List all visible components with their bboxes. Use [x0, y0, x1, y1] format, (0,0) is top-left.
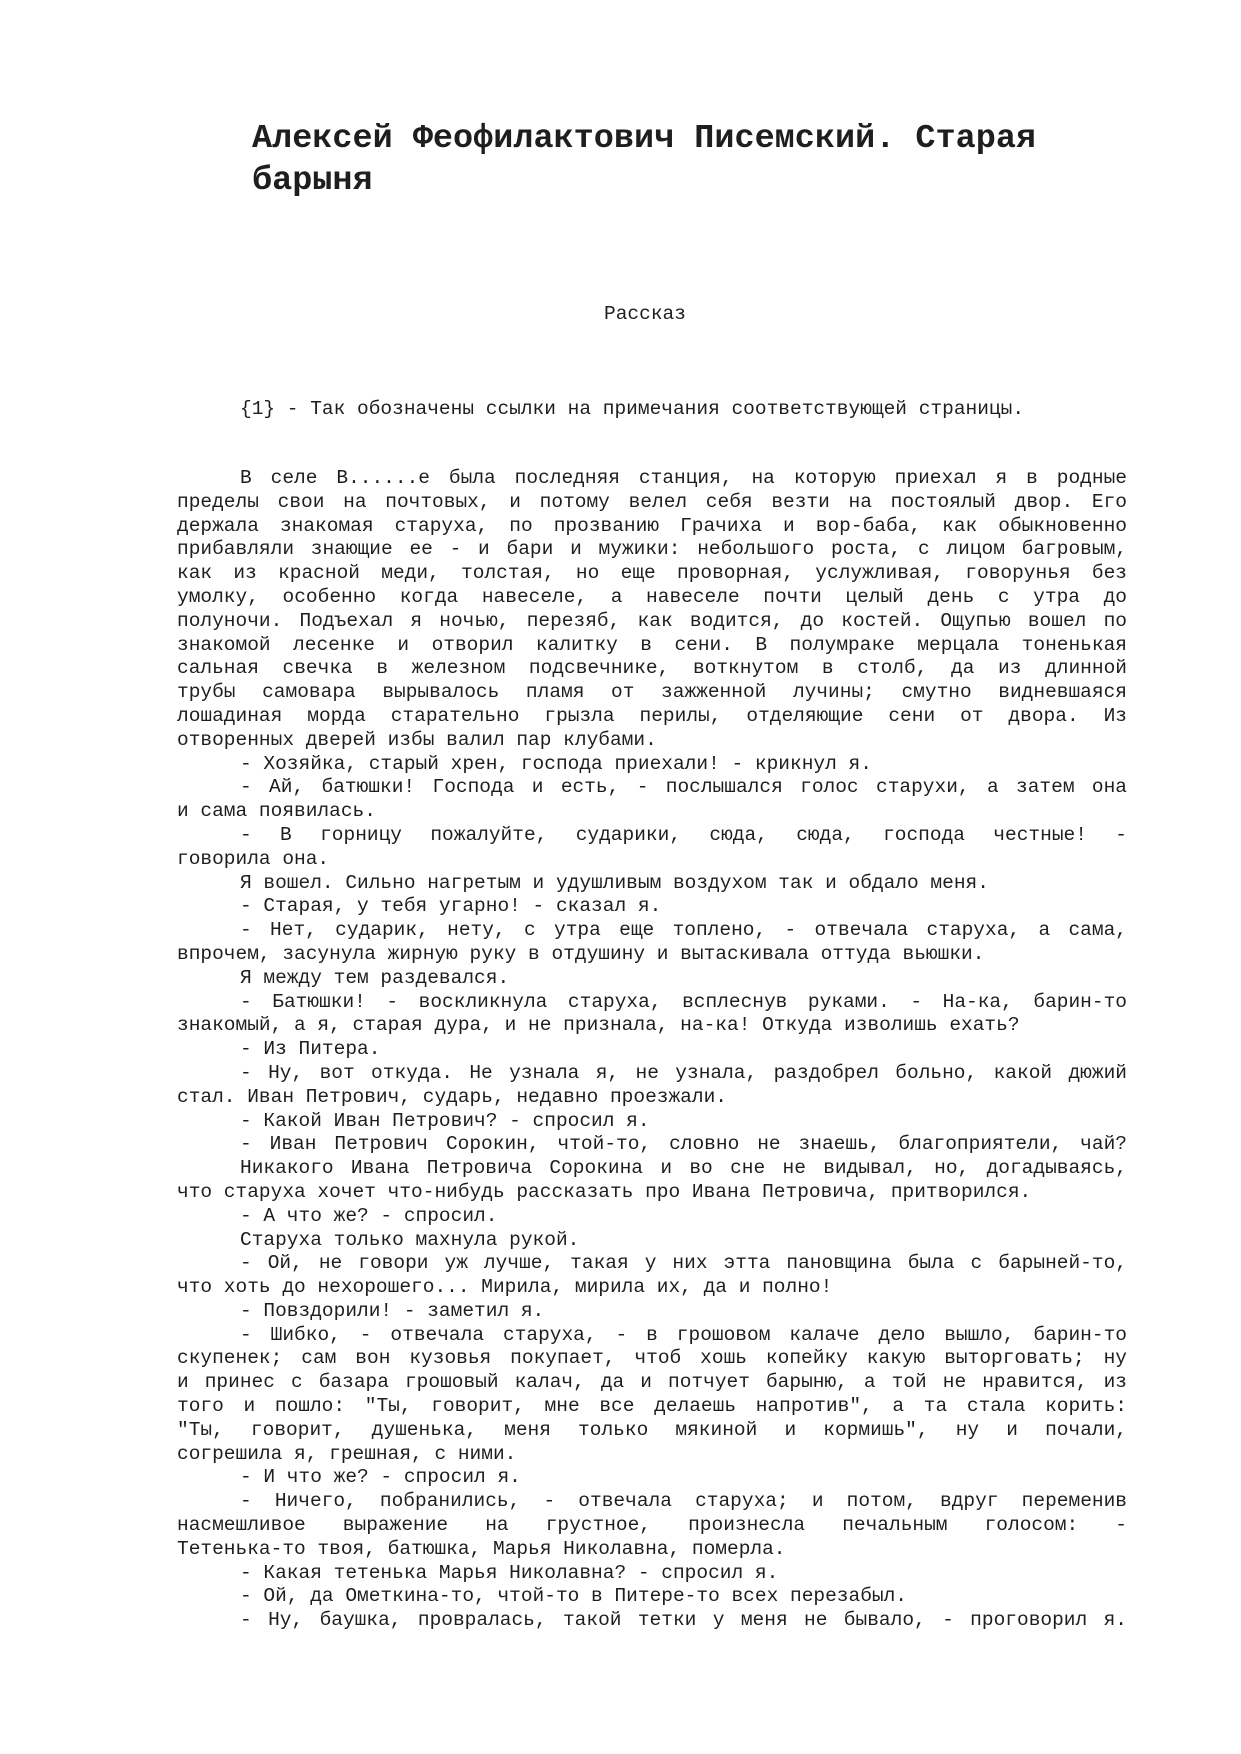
- text-line: согрешила я, грешная, с ними.: [177, 1442, 517, 1465]
- text-line: что старуха хочет что-нибудь рассказать про Ивана Петровича, притворился.: [177, 1180, 1032, 1203]
- text-line: - Ай, батюшки! Господа и есть, - послышался голос старухи, а затем она: [240, 776, 1127, 799]
- text-line: - Старая, у тебя угарно! - сказал я.: [240, 895, 662, 918]
- footnote-legend: {1} - Так обозначены ссылки на примечания соответствующей страницы.: [240, 398, 1025, 420]
- text-line: скупенек; сам вон кузовья покупает, чтоб хошь копейку какую выторговать; ну: [177, 1347, 1127, 1370]
- text-line: и сама появилась.: [177, 800, 376, 823]
- text-line: - Ой, да Ометкина-то, чтой-то в Питере-то всех перезабыл.: [240, 1585, 908, 1608]
- page-title: Алексей Феофилактович Писемский. Старая барыня: [252, 120, 1037, 200]
- text-line: - Ой, не говори уж лучше, такая у них этта пановщина была с барыней-то,: [240, 1252, 1127, 1275]
- text-line: держала знакомая старуха, по прозванию Грачиха и вор-баба, как обыкновенно: [177, 514, 1127, 537]
- text-line: полуночи. Подъехал я ночью, перезяб, как водится, до костей. Ощупью вошел по: [177, 609, 1127, 632]
- text-line: говорила она.: [177, 847, 330, 870]
- text-line: как из красной меди, толстая, но еще проворная, услужливая, говорунья без: [177, 562, 1127, 585]
- text-line: - Шибко, - отвечала старуха, - в грошовом калаче дело вышло, барин-то: [240, 1323, 1127, 1346]
- text-line: знакомый, а я, старая дура, и не признала, на-ка! Откуда изволишь ехать?: [177, 1014, 1020, 1037]
- text-line: стал. Иван Петрович, сударь, недавно проезжали.: [177, 1085, 727, 1108]
- text-line: Тетенька-то твоя, батюшка, Марья Николавна, померла.: [177, 1537, 786, 1560]
- text-line: того и пошло: "Ты, говорит, мне все делаешь напротив", а та стала корить:: [177, 1395, 1127, 1418]
- text-line: Никакого Ивана Петровича Сорокина и во сне не видывал, но, догадываясь,: [240, 1157, 1127, 1180]
- text-line: - Какой Иван Петрович? - спросил я.: [240, 1109, 650, 1132]
- text-line: - Батюшки! - воскликнула старуха, всплеснув руками. - На-ка, барин-то: [240, 990, 1127, 1013]
- text-line: - И что же? - спросил я.: [240, 1466, 521, 1489]
- text-line: Я между тем раздевался.: [240, 966, 510, 989]
- text-line: - Нет, сударик, нету, с утра еще топлено, - отвечала старуха, а сама,: [240, 919, 1127, 942]
- text-line: - Какая тетенька Марья Николавна? - спросил я.: [240, 1561, 779, 1584]
- text-line: В селе В......е была последняя станция, на которую приехал я в родные: [240, 467, 1127, 489]
- text-line: - Иван Петрович Сорокин, чтой-то, словно не знаешь, благоприятели, чай?: [240, 1133, 1127, 1156]
- text-line: пределы свои на почтовых, и потому велел себя везти на постоялый двор. Его: [177, 490, 1127, 513]
- text-line: насмешливое выражение на грустное, произнесла печальным голосом: -: [177, 1514, 1127, 1537]
- text-line: отворенных дверей избы валил пар клубами.: [177, 728, 657, 751]
- subtitle: Рассказ: [604, 303, 686, 325]
- text-line: Старуха только махнула рукой.: [240, 1228, 580, 1251]
- text-line: умолку, особенно когда навеселе, а навеселе почти целый день с утра до: [177, 585, 1127, 608]
- text-line: впрочем, засунула жирную руку в отдушину и вытаскивала оттуда вьюшки.: [177, 942, 985, 965]
- text-line: сальная свечка в железном подсвечнике, воткнутом в столб, да из длинной: [177, 657, 1127, 680]
- text-line: - Ничего, побранились, - отвечала старуха; и потом, вдруг переменив: [240, 1490, 1127, 1513]
- text-line: - Из Питера.: [240, 1038, 381, 1061]
- text-line: трубы самовара вырывалось пламя от зажженной лучины; смутно видневшаяся: [177, 681, 1127, 704]
- text-line: знакомой лесенке и отворил калитку в сени. В полумраке мерцала тоненькая: [177, 633, 1127, 656]
- text-line: - Ну, баушка, провралась, такой тетки у меня не бывало, - проговорил я.: [240, 1609, 1127, 1632]
- text-line: лошадиная морда старательно грызла перилы, отделяющие сени от двора. Из: [177, 704, 1127, 727]
- text-line: "Ты, говорит, душенька, меня только мякиной и кормишь", ну и почали,: [177, 1418, 1127, 1441]
- text-line: Я вошел. Сильно нагретым и удушливым воздухом так и обдало меня.: [240, 871, 989, 894]
- text-line: - А что же? - спросил.: [240, 1204, 498, 1227]
- text-line: - Повздорили! - заметил я.: [240, 1299, 545, 1322]
- text-line: что хоть до нехорошего... Мирила, мирила их, да и полно!: [177, 1276, 833, 1299]
- text-line: и принес с базара грошовый калач, да и потчует барыню, а той не нравится, из: [177, 1371, 1127, 1394]
- body-text: [177, 467, 1127, 1633]
- text-line: прибавляли знающие ее - и бари и мужики: небольшого роста, с лицом багровым,: [177, 538, 1127, 561]
- text-line: - В горницу пожалуйте, сударики, сюда, сюда, господа честные! -: [240, 823, 1127, 846]
- text-line: - Ну, вот откуда. Не узнала я, не узнала, раздобрел больно, какой дюжий: [240, 1061, 1127, 1084]
- text-line: - Хозяйка, старый хрен, господа приехали! - крикнул я.: [240, 752, 872, 775]
